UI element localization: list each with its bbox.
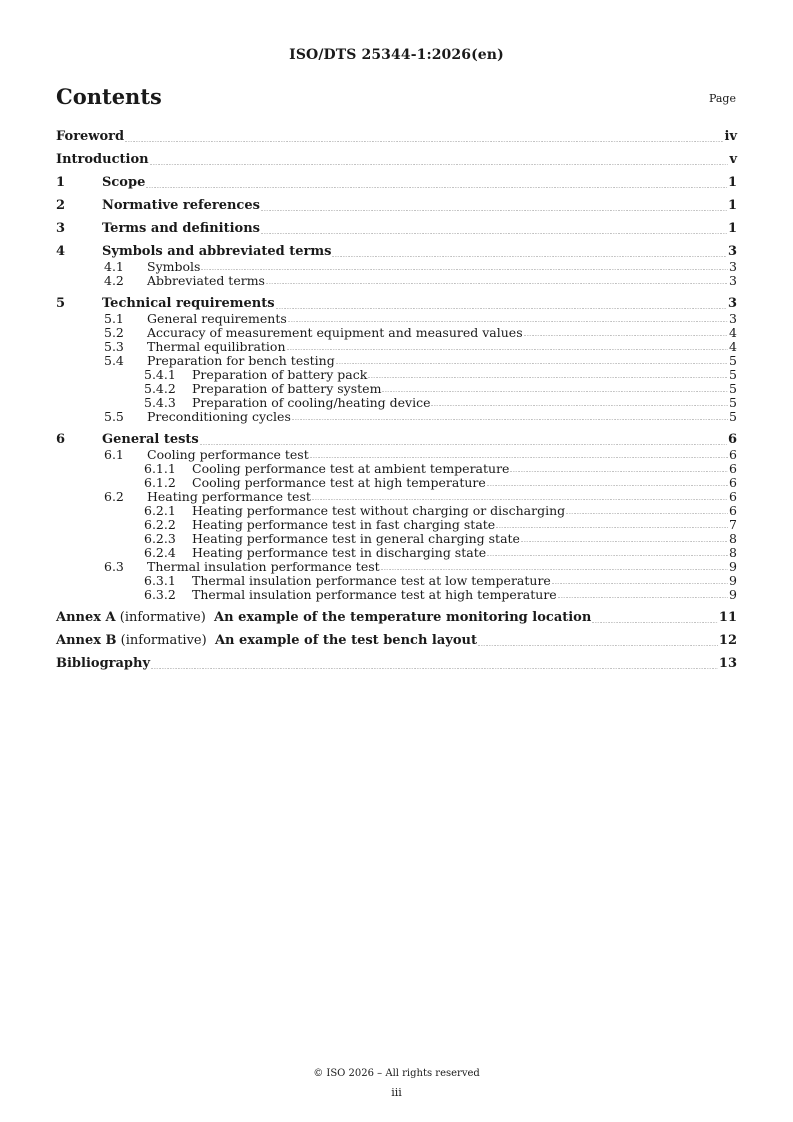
toc-entry-title [147,490,311,503]
toc-entry-title-text: General requirements [147,311,287,326]
toc-entry-title [147,326,523,339]
annex-type: (informative) [116,633,215,648]
toc-entry-title [102,221,260,237]
toc-entry-page: 12 [718,633,737,648]
toc-entry-page: 9 [729,559,737,574]
toc-entry-page: 3 [729,311,737,326]
toc-entry[interactable] [56,221,737,237]
toc-entry[interactable] [56,326,737,339]
toc-entry-number: 3 [56,221,66,236]
toc-entry-number: 6.2 [104,489,124,504]
toc-entry[interactable] [56,312,737,325]
toc-entry-page: 6 [729,503,737,518]
toc-entry-page: 6 [729,475,737,490]
toc-entry-title [102,198,260,214]
dot-leader [288,321,728,322]
toc-entry-title-text: Annex A [56,610,116,625]
toc-entry-page: 13 [718,656,737,671]
toc-entry[interactable] [56,260,737,273]
toc-entry-page: 5 [729,353,737,368]
dot-leader [310,457,728,458]
dot-leader [312,499,728,500]
toc-entry[interactable] [56,432,737,448]
dot-leader [521,541,728,542]
toc-entry-number: 5.4 [104,353,124,368]
dot-leader [524,335,728,336]
dot-leader [125,141,723,142]
toc-entry-title-text: Technical requirements [102,296,275,311]
dot-leader [261,210,727,211]
toc-entry-title [56,633,477,649]
dot-leader [332,256,726,257]
toc-entry[interactable] [56,504,737,517]
toc-entry-page: 3 [727,296,737,311]
toc-entry-number: 1 [56,175,66,190]
toc-entry-title-text: Symbols and abbreviated terms [102,244,332,259]
toc-entry-page: 7 [729,517,737,532]
toc-entry-title [147,274,265,287]
toc-entry-title-text: Abbreviated terms [147,273,265,288]
toc-entry[interactable] [56,610,737,626]
page-number: iii [391,1086,402,1099]
toc-entry-title-text: Thermal equilibration [147,339,286,354]
dot-leader [276,308,727,309]
toc-entry-number: 5.1 [104,311,124,326]
toc-entry-page: 11 [718,610,737,625]
toc-entry[interactable] [56,198,737,214]
toc-entry[interactable] [56,532,737,545]
toc-entry[interactable] [56,296,737,312]
dot-leader [552,583,728,584]
toc-entry-title [192,382,381,395]
toc-entry[interactable] [56,656,737,672]
toc-entry-page: v [729,152,737,167]
dot-leader [566,513,728,514]
toc-entry[interactable] [56,396,737,409]
toc-entry-title [56,656,150,672]
table-of-contents [56,129,737,672]
toc-entry-page: 6 [729,461,737,476]
dot-leader [487,485,728,486]
toc-entry-title-text: Introduction [56,152,149,167]
toc-entry-page: 6 [729,489,737,504]
toc-entry[interactable] [56,274,737,287]
toc-entry[interactable] [56,244,737,260]
toc-entry-title-text: General tests [102,432,199,447]
toc-entry[interactable] [56,490,737,503]
toc-entry[interactable] [56,448,737,461]
dot-leader [478,645,718,646]
dot-leader [150,164,729,165]
toc-entry[interactable] [56,518,737,531]
toc-entry-number: 5.4.3 [144,395,176,410]
toc-entry-title [102,175,145,191]
toc-entry-title-text: Thermal insulation performance test at low temperature [192,573,551,588]
toc-entry-title [56,152,149,168]
toc-entry[interactable] [56,129,737,145]
dot-leader [382,391,728,392]
toc-entry-page: 8 [729,531,737,546]
toc-entry[interactable] [56,382,737,395]
toc-entry-title-text: Heating performance test without charging or discharging [192,503,566,518]
toc-entry[interactable] [56,588,737,601]
toc-entry-page: 9 [729,573,737,588]
toc-entry-title [147,260,200,273]
toc-entry[interactable] [56,152,737,168]
toc-entry-number: 4 [56,244,66,259]
dot-leader [336,363,728,364]
toc-entry-title-text: Scope [102,175,146,190]
toc-entry-title [147,354,335,367]
toc-entry-title [192,532,520,545]
dot-leader [261,233,727,234]
toc-entry-page: 4 [729,325,737,340]
toc-entry[interactable] [56,633,737,649]
toc-entry-title [192,574,551,587]
toc-entry-page: iv [724,129,737,144]
toc-entry-number: 5.2 [104,325,124,340]
toc-entry-title-text: Heating performance test [147,489,311,504]
toc-entry-number: 5.5 [104,409,124,424]
annex-title: An example of the test bench layout [214,633,477,648]
toc-entry-page: 5 [729,395,737,410]
toc-entry-title-text: Foreword [56,129,125,144]
toc-entry-title-text: Preparation of battery system [192,381,382,396]
toc-entry-page: 1 [727,198,737,213]
toc-entry-page: 3 [729,259,737,274]
toc-entry[interactable] [56,462,737,475]
dot-leader [266,283,728,284]
toc-entry-title [147,312,287,325]
page-column-label: Page [708,92,736,105]
toc-entry-number: 6.2.2 [144,517,176,532]
toc-entry[interactable] [56,546,737,559]
toc-entry-title [192,504,565,517]
toc-entry-title-text: Cooling performance test at ambient temperature [192,461,510,476]
toc-entry-title [147,410,291,423]
toc-entry-number: 6 [56,432,66,447]
toc-entry[interactable] [56,175,737,191]
toc-entry-title [56,129,124,145]
toc-entry-title-text: Accuracy of measurement equipment and measured values [147,325,523,340]
toc-entry-title-text: Terms and definitions [102,221,260,236]
dot-leader [151,668,718,669]
dot-leader [487,555,728,556]
toc-entry-number: 6.1.1 [144,461,176,476]
toc-entry[interactable] [56,574,737,587]
dot-leader [496,527,728,528]
toc-entry-title-text: Normative references [102,198,260,213]
toc-entry-title [192,518,495,531]
toc-entry[interactable] [56,354,737,367]
toc-entry-page: 4 [729,339,737,354]
toc-entry-number: 5.4.1 [144,367,176,382]
toc-entry-number: 5.4.2 [144,381,176,396]
toc-entry-page: 6 [727,432,737,447]
toc-entry-title-text: Preconditioning cycles [147,409,291,424]
toc-entry-title-text: Bibliography [56,656,151,671]
toc-entry-title [102,432,199,448]
toc-entry-page: 5 [729,381,737,396]
dot-leader [201,269,728,270]
toc-entry-page: 1 [727,221,737,236]
toc-entry-number: 6.2.3 [144,531,176,546]
dot-leader [431,405,728,406]
document-id-header: ISO/DTS 25344-1:2026(en) [289,47,504,63]
toc-entry-title [192,588,557,601]
toc-entry-title-text: Preparation of battery pack [192,367,368,382]
dot-leader [592,622,718,623]
dot-leader [558,597,728,598]
dot-leader [287,349,729,350]
toc-entry-number: 6.3 [104,559,124,574]
toc-entry-title [192,462,509,475]
toc-entry[interactable] [56,476,737,489]
toc-entry-title [147,448,309,461]
dot-leader [381,569,728,570]
toc-entry-title [192,546,486,559]
toc-entry-number: 2 [56,198,66,213]
toc-entry[interactable] [56,560,737,573]
toc-entry-title-text: Heating performance test in general charging state [192,531,520,546]
toc-entry-page: 5 [729,367,737,382]
toc-entry-title [147,560,380,573]
toc-entry-number: 5.3 [104,339,124,354]
toc-entry-number: 4.1 [104,259,124,274]
toc-entry-title-text: Thermal insulation performance test [147,559,380,574]
toc-entry-page: 3 [729,273,737,288]
toc-entry-title [192,368,367,381]
dot-leader [200,444,727,445]
toc-entry-title [102,296,275,312]
contents-title: Contents [56,84,162,109]
toc-entry-title [56,610,591,626]
copyright-footer: © ISO 2026 – All rights reserved [313,1068,480,1079]
dot-leader [368,377,728,378]
dot-leader [292,419,728,420]
toc-entry-number: 6.1.2 [144,475,176,490]
toc-entry-page: 9 [729,587,737,602]
annex-type: (informative) [115,610,215,625]
toc-entry-title-text: Heating performance test in discharging state [192,545,487,560]
toc-entry-title-text: Thermal insulation performance test at high temperature [192,587,557,602]
toc-entry-number: 6.2.4 [144,545,176,560]
toc-entry-number: 5 [56,296,66,311]
toc-entry-title-text: Preparation for bench testing [147,353,335,368]
toc-entry-number: 6.1 [104,447,124,462]
toc-entry-page: 8 [729,545,737,560]
toc-entry-title-text: Symbols [147,259,201,274]
toc-entry-title-text: Heating performance test in fast charging state [192,517,496,532]
toc-entry[interactable] [56,410,737,423]
toc-entry-title [192,476,486,489]
dot-leader [146,187,727,188]
toc-entry-page: 6 [729,447,737,462]
toc-entry-page: 3 [727,244,737,259]
dot-leader [510,471,728,472]
toc-entry-title-text: Cooling performance test [147,447,309,462]
toc-entry[interactable] [56,368,737,381]
toc-entry-title-text: Preparation of cooling/heating device [192,395,431,410]
toc-entry[interactable] [56,340,737,353]
toc-entry-number: 6.3.2 [144,587,176,602]
toc-entry-title-text: Annex B [56,633,117,648]
toc-entry-number: 6.3.1 [144,573,176,588]
toc-entry-title [147,340,286,353]
toc-entry-page: 5 [729,409,737,424]
toc-entry-number: 4.2 [104,273,124,288]
annex-title: An example of the temperature monitoring location [214,610,592,625]
toc-entry-number: 6.2.1 [144,503,176,518]
toc-entry-title-text: Cooling performance test at high temperature [192,475,486,490]
toc-entry-title [102,244,331,260]
toc-entry-title [192,396,430,409]
toc-entry-page: 1 [727,175,737,190]
